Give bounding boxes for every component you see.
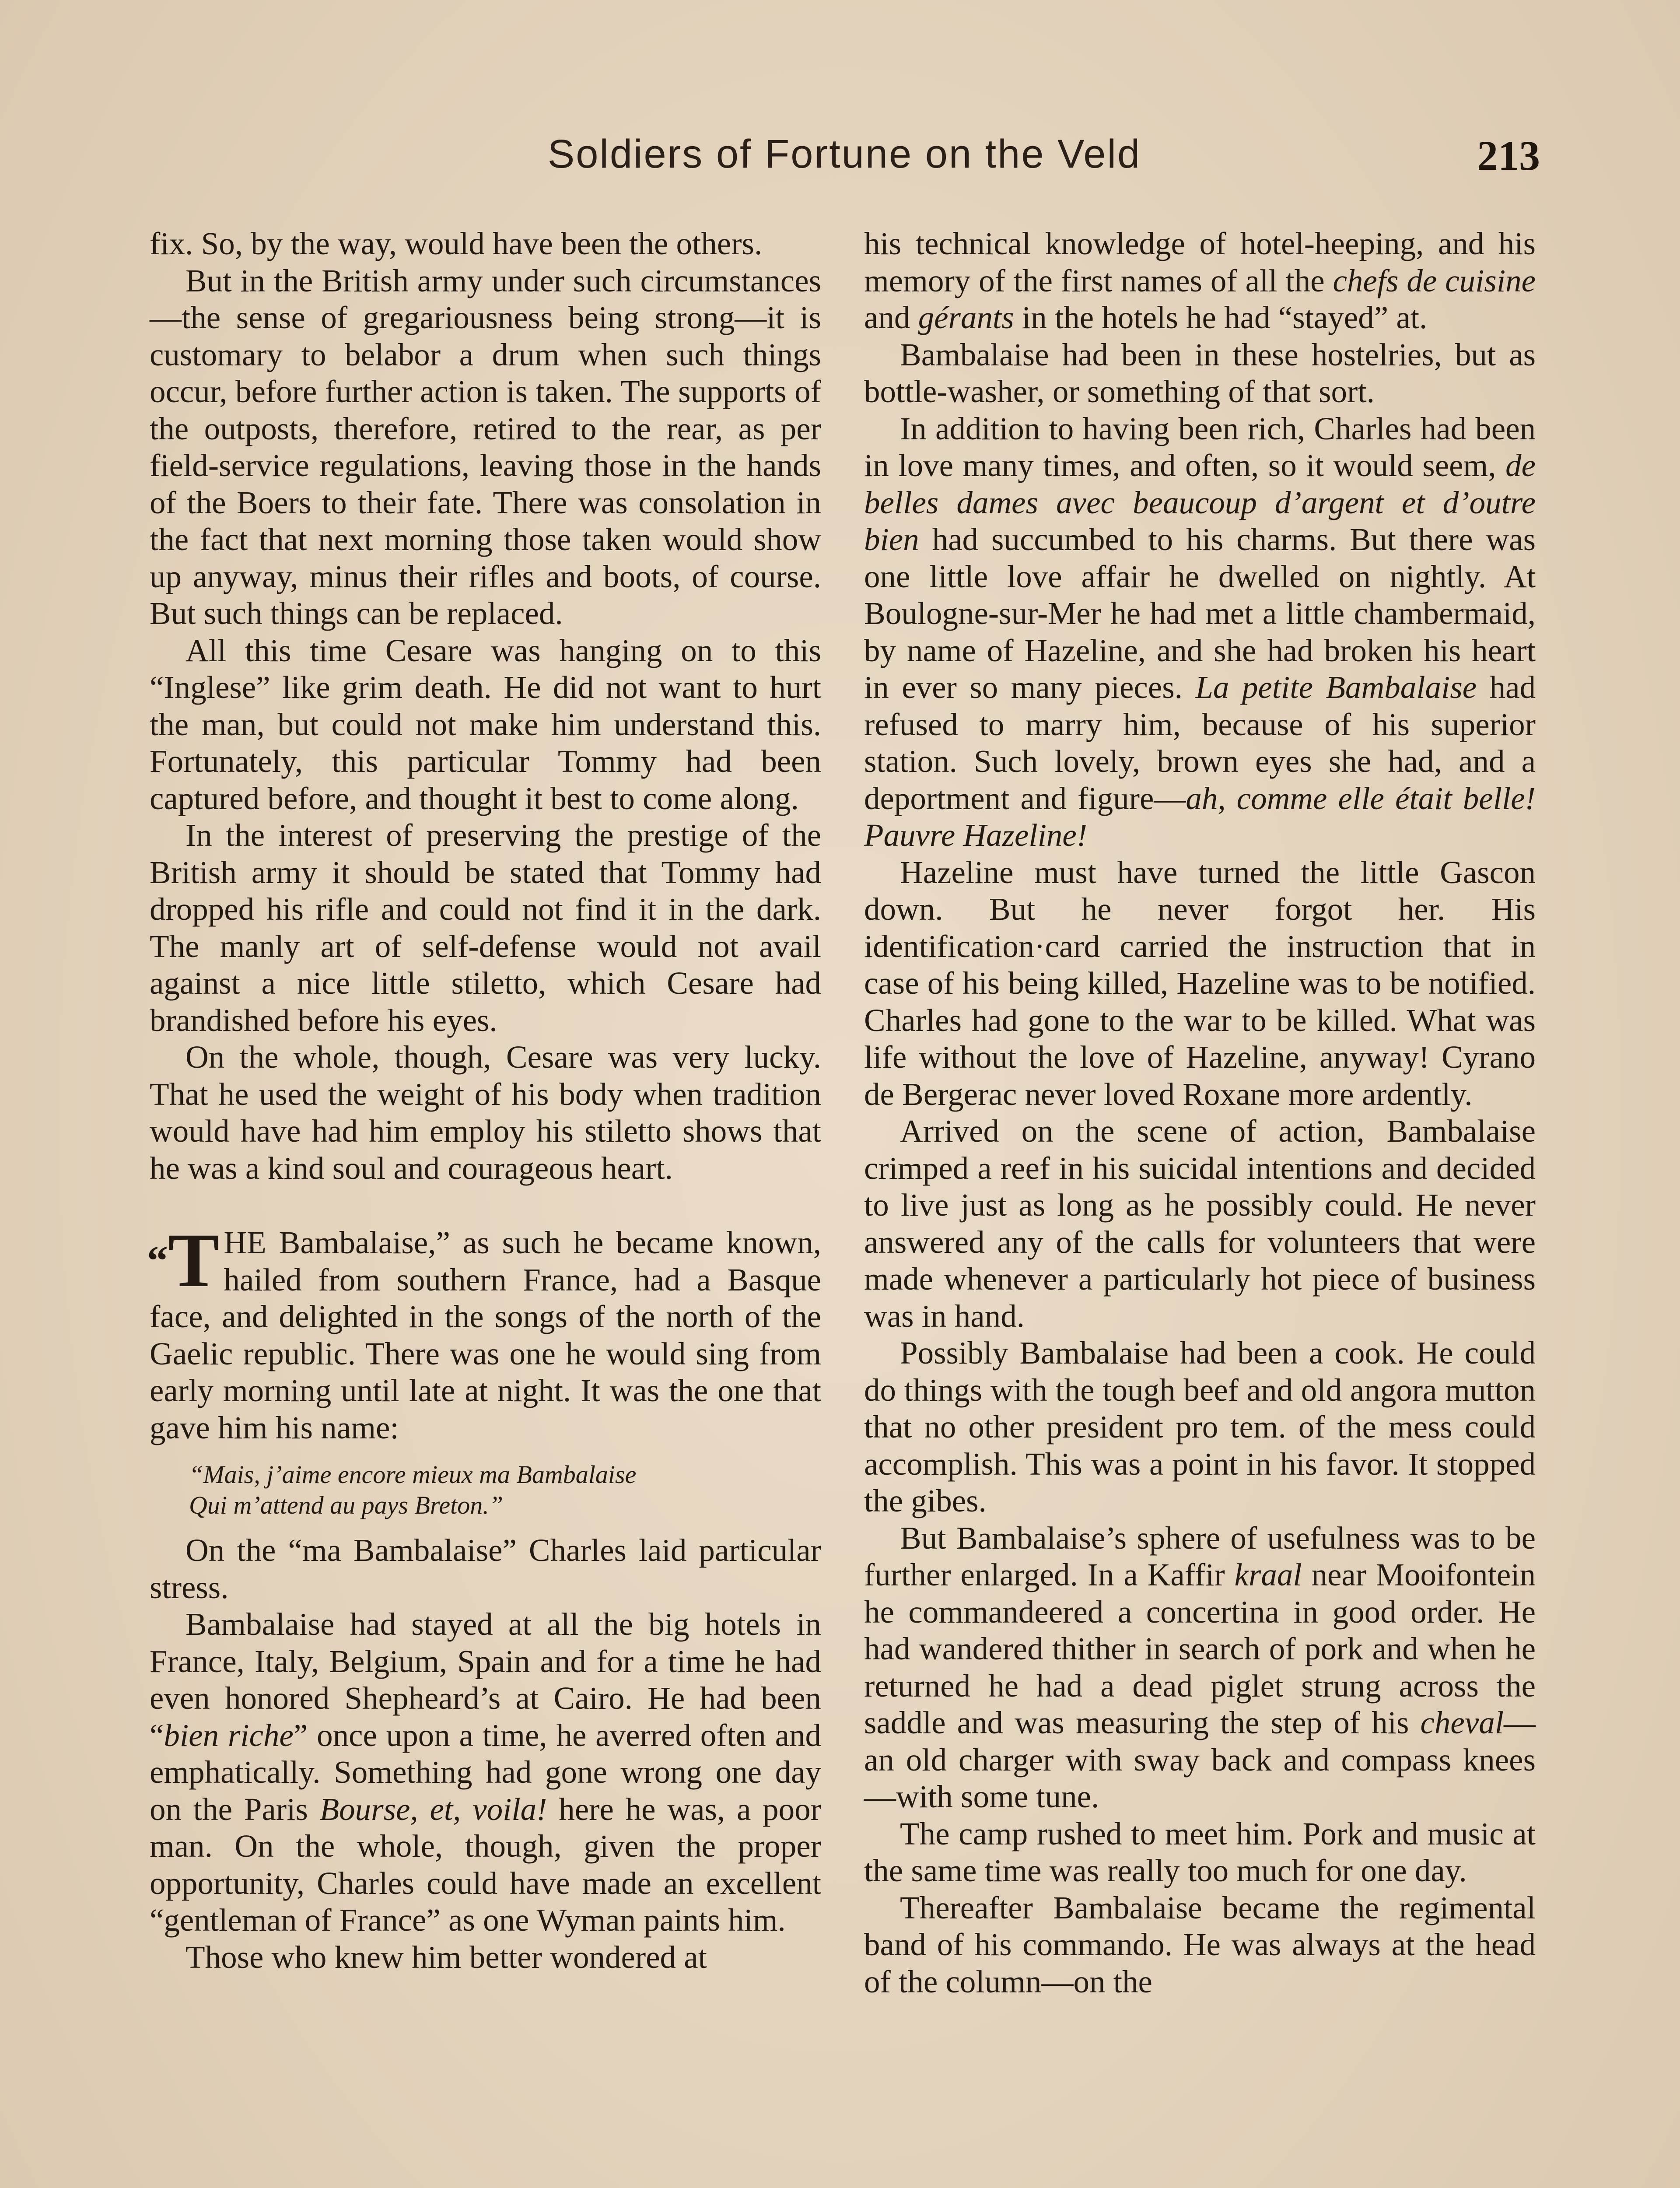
paragraph: Bambalaise had been in these hostelries, but as bottle-washer, or something of that sort. xyxy=(864,337,1536,409)
paragraph: Hazeline must have turned the little Gascon down. But he never forgot her. His identification·card carried the instruction that in case of his being killed, Hazeline was to be notified. Charles had gone to the war to be killed. What was life without the love of Hazeline, anyway! Cyrano de Bergerac never loved Roxane more ardently. xyxy=(864,854,1536,1112)
paragraph: Those who knew him better wondered at xyxy=(186,1939,707,1975)
song-line: “Mais, j’aime encore mieux ma Bambalaise xyxy=(189,1460,637,1489)
paragraph: The camp rushed to meet him. Pork and music at the same time was really too much for one day. xyxy=(864,1816,1536,1888)
article-body xyxy=(147,225,1536,2188)
paragraph-text: HE Bambalaise,” as such he became known, hailed from southern France, had a Basque face, and delighted in the songs of the north of the Gaelic republic. There was one he would sing from early morning until late at night. It was the one that gave him his name: xyxy=(150,1225,821,1445)
paragraph: fix. So, by the way, would have been the others. xyxy=(150,226,763,261)
drop-cap: “T xyxy=(147,1218,220,1303)
page-header xyxy=(149,131,1540,184)
paragraph: Thereafter Bambalaise became the regimental band of his commando. He was always at the head of the column—on the xyxy=(864,1890,1536,1999)
paragraph: But in the British army under such circumstances—the sense of gregariousness being strong—it is customary to belabor a drum when such things occur, before further action is taken. The supports of the outposts, therefore, retired to the rear, as per field-service regulations, leaving those in the hands of the Boers to their fate. There was consolation in the fact that next morning those taken would show up anyway, minus their rifles and boots, of course. But such things can be replaced. xyxy=(150,263,821,631)
running-title: Soldiers of Fortune on the Veld xyxy=(547,132,1141,176)
paragraph: On the whole, though, Cesare was very lucky. That he used the weight of his body when tradition would have had him employ his stiletto shows that he was a kind soul and courageous heart. xyxy=(150,1039,821,1186)
paragraph: Bambalaise had stayed at all the big hotels in France, Italy, Belgium, Spain and for a time he had even honored Shepheard’s at Cairo. He had been “bien riche” once upon a time, he averred often and emphatically. Something had gone wrong one day on the Paris Bourse, et, voila! here he was, a poor man. On the whole, though, given the proper opportunity, Charles could have made an excellent “gentleman of France” as one Wyman paints him. xyxy=(150,1606,821,1938)
paragraph: On the “ma Bambalaise” Charles laid particular stress. xyxy=(150,1532,821,1605)
section-opening-paragraph xyxy=(147,1218,821,1446)
right-column xyxy=(864,225,1536,2188)
paragraph: Arrived on the scene of action, Bambalaise crimped a reef in his suicidal intentions and decided to live just as long as he possibly could. He never answered any of the calls for volunteers that were made whenever a particularly hot piece of business was in hand. xyxy=(864,1113,1536,1334)
paragraph: All this time Cesare was hanging on to this “Inglese” like grim death. He did not want to hurt the man, but could not make him understand this. Fortunately, this particular Tommy had been captured before, and thought it best to come along. xyxy=(150,632,821,816)
song-line: Qui m’attend au pays Breton.” xyxy=(189,1491,503,1519)
paragraph: Possibly Bambalaise had been a cook. He could do things with the tough beef and old angora mutton that no other president pro tem. of the mess could accomplish. This was a point in his favor. It stopped the gibes. xyxy=(864,1335,1536,1518)
paragraph: In the interest of preserving the prestige of the British army it should be stated that Tommy had dropped his rifle and could not find it in the dark. The manly art of self-defense would not avail against a nice little stiletto, which Cesare had brandished before his eyes. xyxy=(150,817,821,1038)
song-quote xyxy=(189,1459,821,1521)
paragraph: But Bambalaise’s sphere of usefulness was to be further enlarged. In a Kaffir kraal near Mooifontein he commandeered a concertina in good order. He had wandered thither in search of pork and when he returned he had a dead piglet strung across the saddle and was measuring the step of his cheval—an old charger with sway back and compass knees—with some tune. xyxy=(864,1520,1536,1814)
paragraph: his technical knowledge of hotel-heeping, and his memory of the first names of all the chefs de cuisine and gérants in the hotels he had “stayed” at. xyxy=(864,226,1536,335)
left-column xyxy=(147,225,821,2188)
page-number: 213 xyxy=(1477,132,1540,179)
paragraph: In addition to having been rich, Charles had been in love many times, and often, so it would seem, de belles dames avec beaucoup d’argent et d’outre bien had succumbed to his charms. But there was one little love affair he dwelled on nightly. At Boulogne-sur-Mer he had met a little chambermaid, by name of Hazeline, and she had broken his heart in ever so many pieces. La petite Bambalaise had refused to marry him, because of his superior station. Such lovely, brown eyes she had, and a deportment and figure—ah, comme elle était belle! Pauvre Hazeline! xyxy=(864,410,1536,853)
